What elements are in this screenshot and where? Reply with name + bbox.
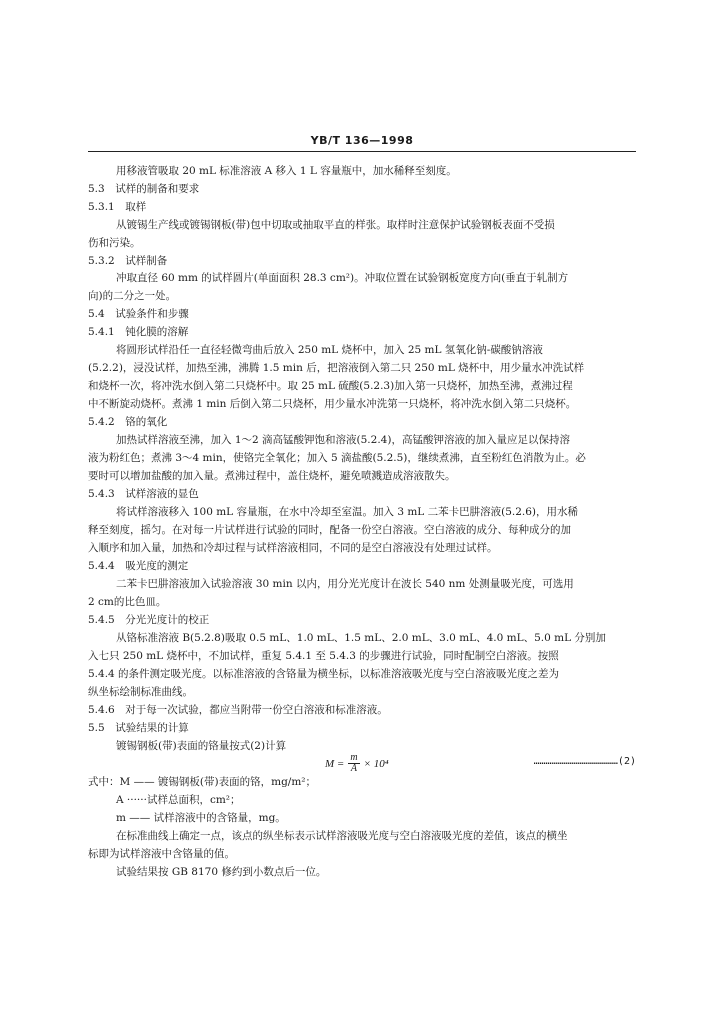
text-line: 要时可以增加盐酸的加入量。煮沸过程中，盖住烧杯，避免喷溅造成溶液散失。 xyxy=(88,470,456,482)
text-line: 试验结果按 GB 8170 修约到小数点后一位。 xyxy=(116,866,327,878)
text-line: 式中：M —— 镀锡钢板(带)表面的铬，mg/m²； xyxy=(88,776,317,788)
text-line: 从铬标准溶液 B(5.2.8)吸取 0.5 mL、1.0 mL、1.5 mL、2.0 mL、3.0 mL、4.0 mL、5.0 mL 分别加 xyxy=(116,632,606,644)
section-heading: 5.4 试验条件和步骤 xyxy=(88,308,189,320)
text-line: 入顺序和加入量，加热和冷却过程与试样溶液相同，不同的是空白溶液没有处理过试样。 xyxy=(88,542,498,554)
section-heading: 5.3 试样的制备和要求 xyxy=(88,183,200,195)
text-line: 加热试样溶液至沸，加入 1～2 滴高锰酸钾饱和溶液(5.2.4)，高锰酸钾溶液的加入量应足以保持溶 xyxy=(116,434,570,446)
text-line: 标即为试样溶液中含铬量的值。 xyxy=(88,848,235,860)
formula-denominator: A xyxy=(350,763,358,774)
section-heading: 5.3.1 取样 xyxy=(88,201,147,213)
text-line: 二苯卡巴肼溶液加入试验溶液 30 min 以内，用分光光度计在波长 540 nm 处测量吸光度，可选用 xyxy=(116,578,574,590)
text-line: 和烧杯一次，将冲洗水倒入第二只烧杯中。取 25 mL 硫酸(5.2.3)加入第一只烧杯，加热至沸，煮沸过程 xyxy=(88,380,573,392)
text-line: 镀锡钢板(带)表面的铬量按式(2)计算 xyxy=(116,740,287,752)
text-line: 释至刻度，摇匀。在对每一片试样进行试验的同时，配备一份空白溶液。空白溶液的成分、每种成分的加 xyxy=(88,524,571,536)
page-header-standard-code: YB/T 136—1998 xyxy=(310,134,414,147)
formula-fraction xyxy=(348,753,359,774)
text-line: 将试样溶液移入 100 mL 容量瓶，在水中冷却至室温。加入 3 mL 二苯卡巴肼溶液(5.2.6)，用水稀 xyxy=(116,506,579,518)
text-line: m —— 试样溶液中的含铬量，mg。 xyxy=(116,812,286,824)
formula-numerator: m xyxy=(350,752,358,763)
text-line: (5.2.2)，浸没试样，加热至沸，沸腾 1.5 min 后，把溶液倒入第二只 250 mL 烧杯中，用少量水冲洗试样 xyxy=(88,362,585,374)
formula-lhs: M = xyxy=(325,757,345,770)
section-heading: 5.4.1 钝化膜的溶解 xyxy=(88,326,189,338)
section-heading: 5.4.2 铬的氧化 xyxy=(88,416,168,428)
text-line: 2 cm的比色皿。 xyxy=(88,596,167,608)
section-heading: 5.4.5 分光光度计的校正 xyxy=(88,614,210,626)
text-line: A ······试样总面积，cm²； xyxy=(116,794,241,806)
text-line: 液为粉红色；煮沸 3～4 min，使铬完全氧化；加入 5 滴盐酸(5.2.5)，继续煮沸，直至粉红色消散为止。必 xyxy=(88,452,586,464)
formula-number: ……………………………………(2) xyxy=(533,756,636,767)
text-line: 伤和污染。 xyxy=(88,237,141,249)
section-heading: 5.3.2 试样制备 xyxy=(88,255,168,267)
section-heading: 5.4.4 吸光度的测定 xyxy=(88,560,189,572)
section-heading: 5.5 试验结果的计算 xyxy=(88,722,189,734)
text-line: 5.4.4 的条件测定吸光度。以标准溶液的含铬量为横坐标，以标准溶液吸光度与空白溶液吸光度之差为 xyxy=(88,668,560,680)
text-line: 从镀锡生产线或镀锡钢板(带)包中切取或抽取平直的样张。取样时注意保护试验钢板表面不受损 xyxy=(116,219,555,231)
text-line: 向)的二分之一处。 xyxy=(88,290,177,302)
text-line: 将圆形试样沿任一直径轻微弯曲后放入 250 mL 烧杯中，加入 25 mL 氢氧化钠-碳酸钠溶液 xyxy=(116,344,543,356)
header-rule xyxy=(88,151,636,152)
section-heading: 5.4.6 对于每一次试验，都应当附带一份空白溶液和标准溶液。 xyxy=(88,704,388,716)
formula-2 xyxy=(325,753,389,774)
text-line: 中不断旋动烧杯。煮沸 1 min 后倒入第二只烧杯，用少量水冲洗第一只烧杯，将冲洗水倒入第二只烧杯。 xyxy=(88,398,577,410)
text-line: 纵坐标绘制标准曲线。 xyxy=(88,686,193,698)
section-heading: 5.4.3 试样溶液的显色 xyxy=(88,488,199,500)
text-line: 冲取直径 60 mm 的试样圆片(单面面积 28.3 cm²)。冲取位置在试验钢板宽度方向(垂直于轧制方 xyxy=(116,272,569,284)
text-line: 在标准曲线上确定一点，该点的纵坐标表示试样溶液吸光度与空白溶液吸光度的差值，该点的横坐 xyxy=(116,830,568,842)
text-line: 用移液管吸取 20 mL 标准溶液 A 移入 1 L 容量瓶中，加水稀释至刻度。 xyxy=(116,165,457,177)
formula-rhs: × 10⁴ xyxy=(363,757,389,770)
text-line: 入七只 250 mL 烧杯中，不加试样，重复 5.4.1 至 5.4.3 的步骤进行试验，同时配制空白溶液。按照 xyxy=(88,650,559,662)
